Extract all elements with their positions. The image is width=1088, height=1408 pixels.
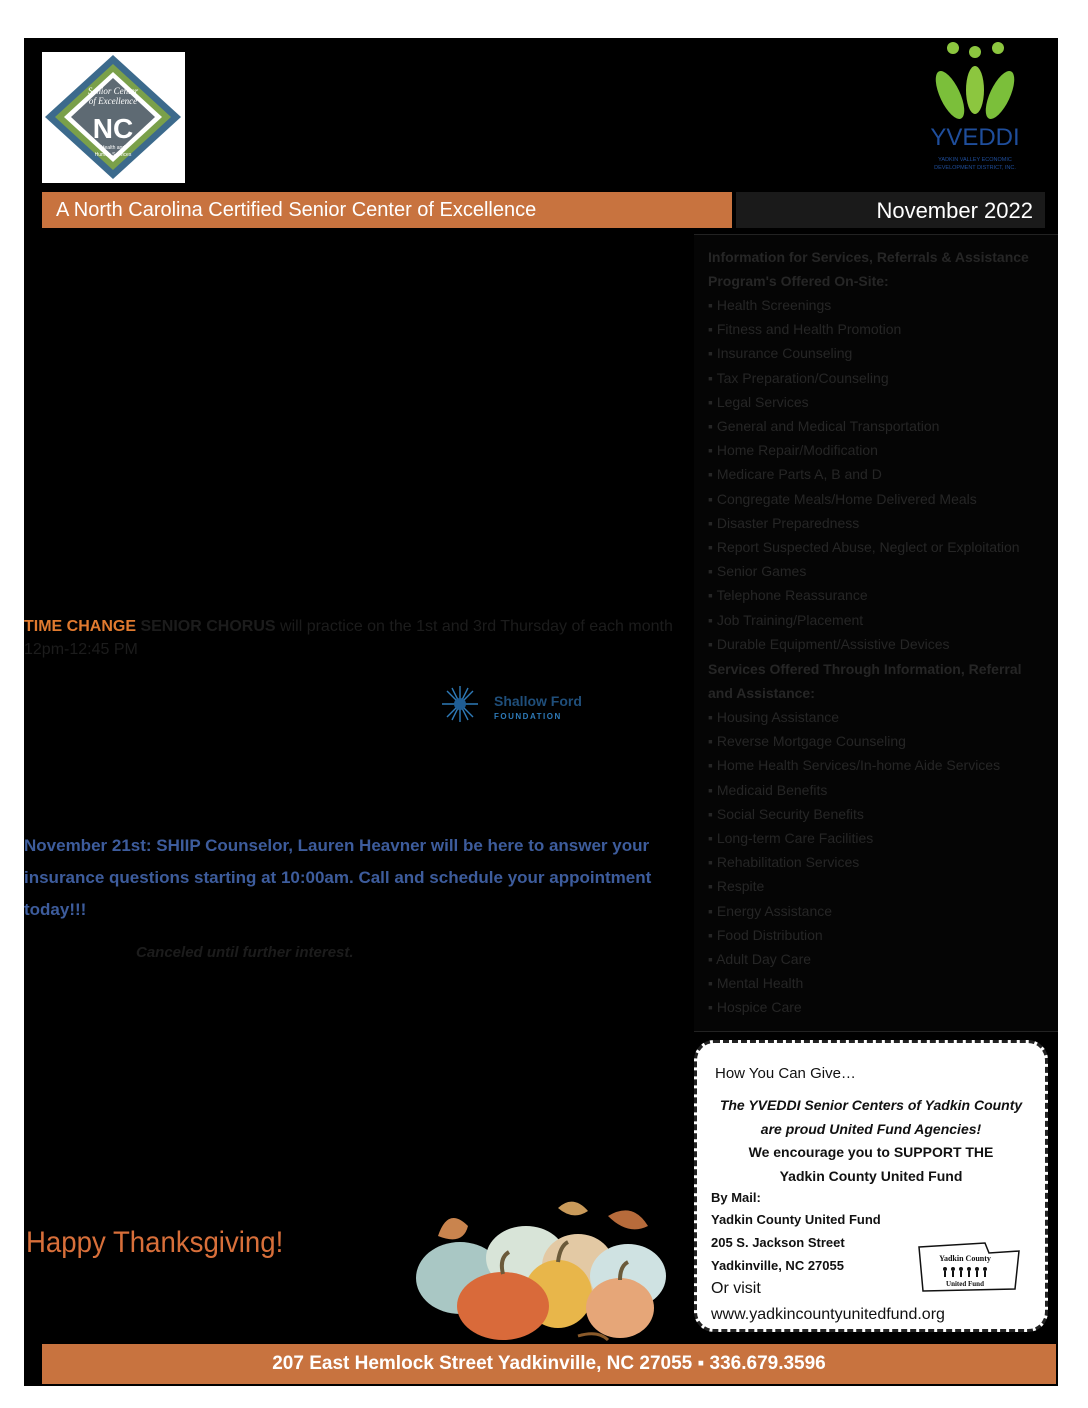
service-list-item-label: Rehabilitation Services bbox=[716, 854, 860, 871]
map-label-1: Yadkin County bbox=[939, 1254, 991, 1263]
service-list-item bbox=[708, 903, 832, 919]
sidebar-heading-onsite: Program's Offered On-Site: bbox=[708, 273, 889, 289]
service-list-item bbox=[708, 297, 831, 313]
bullet-icon: ▪ bbox=[708, 563, 717, 580]
service-list-item-label: Senior Games bbox=[716, 563, 807, 580]
service-list-item-label: Medicare Parts A, B and D bbox=[716, 466, 882, 483]
bullet-icon: ▪ bbox=[708, 975, 717, 992]
bullet-icon: ▪ bbox=[708, 902, 717, 919]
service-list-item bbox=[708, 466, 882, 482]
service-list-item bbox=[708, 636, 950, 652]
service-list-item-label: Health Screenings bbox=[716, 297, 832, 313]
bullet-icon: ▪ bbox=[708, 635, 717, 652]
services-sidebar bbox=[694, 234, 1058, 1032]
service-list-item bbox=[708, 999, 802, 1015]
service-list-item bbox=[708, 878, 764, 894]
service-list-item-label: Long-term Care Facilities bbox=[716, 830, 874, 846]
bullet-icon: ▪ bbox=[708, 490, 717, 507]
bullet-icon: ▪ bbox=[708, 514, 717, 531]
happy-thanksgiving-heading: Happy Thanksgiving! bbox=[26, 1226, 284, 1259]
service-list-item bbox=[708, 394, 809, 410]
service-list-item-label: Congregate Meals/Home Delivered Meals bbox=[716, 490, 977, 507]
bullet-icon: ▪ bbox=[708, 999, 717, 1016]
service-list-item-label: Social Security Benefits bbox=[716, 805, 864, 822]
newsletter-page bbox=[24, 38, 1058, 1386]
bullet-icon: ▪ bbox=[708, 321, 717, 338]
bullet-icon: ▪ bbox=[708, 587, 717, 604]
give-line-3: We encourage you to SUPPORT THE bbox=[748, 1144, 994, 1160]
service-list-item-label: Legal Services bbox=[716, 393, 809, 410]
bullet-icon: ▪ bbox=[708, 345, 717, 362]
bullet-icon: ▪ bbox=[708, 369, 717, 386]
yveddi-sub-2: DEVELOPMENT DISTRICT, INC. bbox=[934, 165, 1016, 171]
service-list-item bbox=[708, 927, 823, 943]
service-list-item-label: Mental Health bbox=[716, 975, 804, 992]
sidebar-heading-referral-2: and Assistance: bbox=[708, 685, 815, 701]
service-list-item bbox=[708, 418, 939, 434]
service-list-item bbox=[708, 539, 1020, 555]
logo-title-1: Senior Center bbox=[87, 86, 139, 96]
service-list-item-label: Adult Day Care bbox=[716, 951, 812, 967]
service-list-item bbox=[708, 612, 863, 628]
give-line-2: are proud United Fund Agencies! bbox=[760, 1121, 982, 1137]
service-list-item bbox=[708, 830, 873, 846]
service-list-item-label: Fitness and Health Promotion bbox=[716, 321, 902, 338]
service-list-item-label: Durable Equipment/Assistive Devices bbox=[716, 635, 950, 652]
or-visit-label: Or visit bbox=[711, 1280, 761, 1297]
canceled-notice: Canceled until further interest. bbox=[136, 944, 354, 961]
service-list-item-label: General and Medical Transportation bbox=[716, 418, 940, 434]
give-title: How You Can Give… bbox=[715, 1065, 856, 1082]
footer-address: 207 East Hemlock Street Yadkinville, NC 27055 ▪ 336.679.3596 bbox=[272, 1353, 826, 1374]
service-list-item-label: Insurance Counseling bbox=[716, 345, 853, 362]
service-list-item bbox=[708, 757, 1000, 773]
sponsor-name: Shallow Ford bbox=[494, 693, 582, 709]
banner-title: A North Carolina Certified Senior Center of Excellence bbox=[56, 199, 537, 221]
ship-counselor-notice: November 21st: SHIIP Counselor, Lauren Heavner will be here to answer your insurance questions starting at 10:00am. Call and schedule your appointment today!!! bbox=[24, 836, 652, 919]
bullet-icon: ▪ bbox=[708, 297, 717, 313]
service-list-item-label: Job Training/Placement bbox=[716, 611, 864, 628]
yveddi-sub-1: YADKIN VALLEY ECONOMIC bbox=[938, 157, 1012, 163]
sidebar-heading-referral-1: Services Offered Through Information, Referral bbox=[708, 661, 1022, 677]
bullet-icon: ▪ bbox=[708, 418, 717, 434]
service-list-item-label: Home Health Services/In-home Aide Services bbox=[716, 757, 1001, 774]
service-list-item bbox=[708, 321, 901, 337]
service-list-item-label: Energy Assistance bbox=[716, 902, 833, 919]
bullet-icon: ▪ bbox=[708, 781, 717, 798]
footer-address-bar bbox=[42, 1344, 1056, 1384]
bullet-icon: ▪ bbox=[708, 709, 717, 725]
month-box bbox=[736, 192, 1045, 228]
bullet-icon: ▪ bbox=[708, 733, 717, 750]
bullet-icon: ▪ bbox=[708, 854, 717, 871]
service-list-item bbox=[708, 951, 811, 967]
service-list-item-label: Medicaid Benefits bbox=[716, 781, 828, 798]
service-list-item-label: Food Distribution bbox=[716, 926, 823, 943]
service-list-item bbox=[708, 587, 868, 603]
logo-monogram: NC bbox=[92, 113, 134, 144]
mail-address-3: Yadkinville, NC 27055 bbox=[711, 1258, 844, 1273]
bullet-icon: ▪ bbox=[708, 926, 717, 943]
service-list-item bbox=[708, 563, 806, 579]
bullet-icon: ▪ bbox=[708, 611, 717, 628]
service-list-item bbox=[708, 733, 906, 749]
service-list-item bbox=[708, 854, 859, 870]
bullet-icon: ▪ bbox=[708, 878, 717, 895]
give-line-4: Yadkin County United Fund bbox=[779, 1168, 963, 1184]
bullet-icon: ▪ bbox=[708, 757, 717, 774]
by-mail-label: By Mail: bbox=[711, 1190, 761, 1205]
logo-foot-2: Human Services bbox=[94, 152, 132, 158]
service-list-item bbox=[708, 975, 803, 991]
sponsor-sub: FOUNDATION bbox=[494, 712, 562, 721]
yveddi-logo bbox=[914, 40, 1039, 178]
service-list-item bbox=[708, 491, 977, 507]
service-list-item-label: Respite bbox=[716, 878, 765, 895]
senior-center-excellence-logo bbox=[42, 52, 185, 183]
mail-address-1: Yadkin County United Fund bbox=[711, 1212, 881, 1227]
service-list-item-label: Hospice Care bbox=[716, 999, 802, 1016]
service-list-item bbox=[708, 806, 864, 822]
service-list-item bbox=[708, 515, 859, 531]
service-list-item-label: Home Repair/Modification bbox=[716, 442, 878, 459]
service-list-item-label: Report Suspected Abuse, Neglect or Exploitation bbox=[716, 539, 1020, 555]
yadkin-county-map-logo bbox=[915, 1239, 1025, 1295]
how-you-can-give-box bbox=[694, 1040, 1048, 1332]
service-list-item bbox=[708, 782, 827, 798]
chorus-name: SENIOR CHORUS bbox=[140, 618, 276, 635]
bullet-icon: ▪ bbox=[708, 466, 717, 483]
service-list-item-label: Housing Assistance bbox=[716, 709, 840, 725]
mail-address-2: 205 S. Jackson Street bbox=[711, 1235, 845, 1250]
bullet-icon: ▪ bbox=[708, 951, 717, 967]
chorus-notice bbox=[24, 615, 684, 661]
shallow-ford-foundation-logo bbox=[436, 682, 606, 728]
header-banner bbox=[42, 192, 732, 228]
give-line-1: The YVEDDI Senior Centers of Yadkin County bbox=[719, 1097, 1023, 1113]
united-fund-url[interactable]: www.yadkincountyunitedfund.org bbox=[711, 1306, 945, 1323]
service-list-item-label: Reverse Mortgage Counseling bbox=[716, 733, 906, 750]
logo-foot-1: Health and bbox=[100, 145, 126, 151]
service-list-item bbox=[708, 345, 852, 361]
bullet-icon: ▪ bbox=[708, 442, 717, 459]
month-label: November 2022 bbox=[876, 198, 1033, 223]
service-list-item-label: Tax Preparation/Counseling bbox=[716, 369, 889, 386]
service-list-item bbox=[708, 442, 878, 458]
map-label-2: United Fund bbox=[946, 1280, 984, 1288]
bullet-icon: ▪ bbox=[708, 830, 717, 846]
logo-title-2: of Excellence bbox=[88, 96, 138, 106]
bullet-icon: ▪ bbox=[708, 805, 717, 822]
service-list-item bbox=[708, 370, 889, 386]
chorus-text: will practice on the 1st and 3rd Thursday of each month 12pm-12:45 PM bbox=[24, 618, 673, 658]
service-list-item bbox=[708, 709, 839, 725]
sidebar-heading-info: Information for Services, Referrals & Assistance bbox=[708, 249, 1029, 265]
service-list-item-label: Telephone Reassurance bbox=[716, 587, 868, 604]
service-list-item-label: Disaster Preparedness bbox=[716, 514, 860, 531]
bullet-icon: ▪ bbox=[708, 539, 717, 555]
bullet-icon: ▪ bbox=[708, 393, 717, 410]
time-change-label: TIME CHANGE bbox=[24, 618, 136, 635]
yveddi-wordmark: YVEDDI bbox=[930, 124, 1020, 151]
pumpkins-illustration bbox=[408, 1196, 678, 1344]
